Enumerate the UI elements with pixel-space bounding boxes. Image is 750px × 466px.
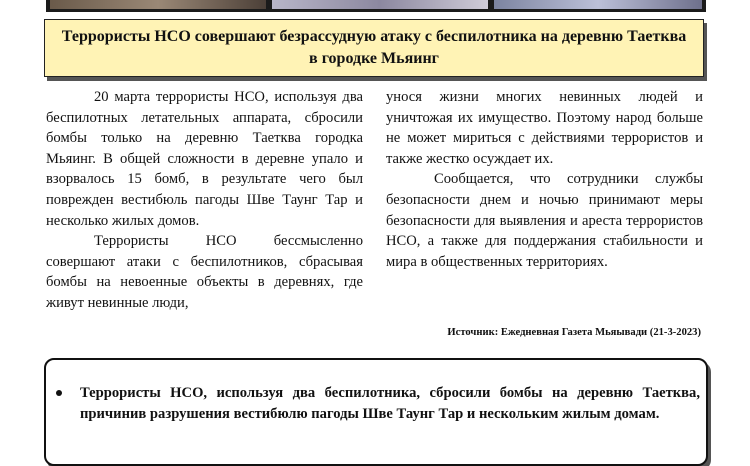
bullet-icon — [56, 390, 62, 396]
photo-strip — [46, 0, 706, 12]
source-citation: Источник: Ежедневная Газета Мьяывади (21-3-2023) — [447, 327, 701, 338]
article-column-left — [46, 87, 363, 314]
article-column-right — [386, 87, 703, 272]
summary-box — [44, 358, 708, 466]
photo-3 — [494, 0, 702, 9]
headline-box — [44, 19, 704, 77]
photo-2 — [272, 0, 488, 9]
photo-1 — [50, 0, 266, 9]
paragraph: Сообщается, что сотрудники службы безопасности днем и ночью принимают меры безопасности для выявления и ареста террористов НСО, а также для поддержания стабильности и мира в общественных территориях. — [386, 171, 703, 270]
paragraph: унося жизни многих невинных людей и уничтожая их имущество. Поэтому народ больше не может мириться с действиями террористов и также жестко осуждает их. — [386, 89, 703, 167]
paragraph: Террористы НСО бессмысленно совершают атаки с беспилотников, сбрасывая бомбы на невоенные объекты в деревнях, где живут невинные люди, — [46, 233, 363, 311]
summary-item: Террористы НСО, используя два беспилотника, сбросили бомбы на деревню Таетква, причинив разрушения вестибюлю пагоды Шве Таунг Тар и нескольким жилым домам. — [80, 385, 700, 422]
paragraph: 20 марта террористы НСО, используя два беспилотных летательных аппарата, сбросили бомбы только на деревню Таетква городка Мьяинг. В общей сложности в деревне упало и взорвалось 15 бомб, в результате чего был поврежден вестибюль пагоды Шве Таунг Тар и несколько жилых домов. — [46, 89, 363, 229]
headline-text: Террористы НСО совершают безрассудную атаку с беспилотника на деревню Таетква в городке Мьяинг — [61, 28, 687, 67]
